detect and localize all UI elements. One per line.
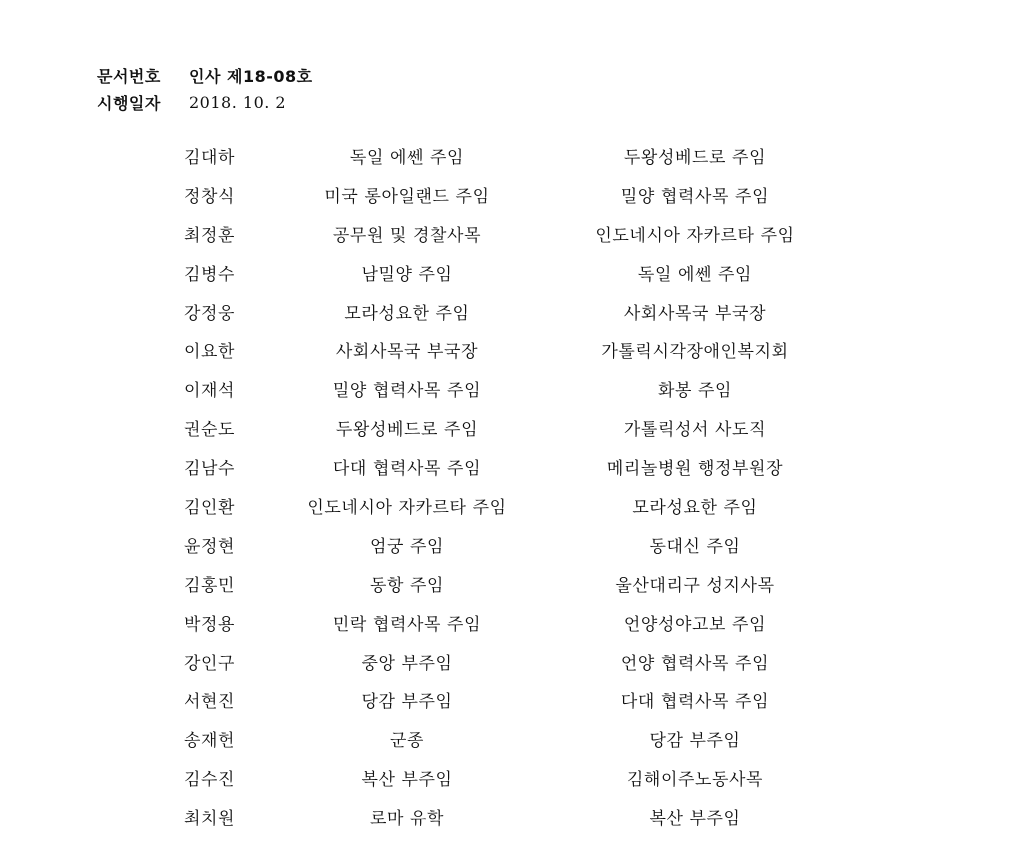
- new-post: 가톨릭성서 사도직: [623, 420, 767, 441]
- assignment-row: [0, 334, 1019, 373]
- priest-name: 김인환: [184, 498, 236, 519]
- priest-name: 김남수: [184, 459, 236, 480]
- assignment-row: [0, 140, 1019, 179]
- priest-name: 강정웅: [184, 303, 236, 324]
- priest-name: 김홍민: [184, 575, 236, 596]
- assignment-row: [0, 179, 1019, 218]
- previous-post: 독일 에쎈 주임: [349, 148, 465, 168]
- previous-post: 모라성요한 주임: [344, 303, 470, 324]
- previous-post: 동항 주임: [369, 575, 445, 596]
- priest-name: 김대하: [184, 148, 236, 168]
- new-post: 언양 협력사목 주임: [620, 653, 770, 674]
- previous-post: 군종: [389, 731, 425, 752]
- assignment-row: [0, 801, 1019, 840]
- previous-post: 남밀양 주임: [361, 264, 453, 285]
- assignment-row: [0, 529, 1019, 568]
- priest-name: 박정용: [184, 614, 236, 635]
- assignment-row: [0, 762, 1019, 801]
- assignment-row: [0, 257, 1019, 296]
- doc-number-value: 인사 제18-08호: [189, 67, 313, 86]
- priest-name: 강인구: [184, 653, 236, 674]
- new-post: 동대신 주임: [649, 536, 741, 557]
- new-post: 울산대리구 성지사목: [615, 575, 775, 596]
- new-post: 독일 에쎈 주임: [637, 264, 753, 285]
- assignment-row: [0, 490, 1019, 529]
- new-post: 메리놀병원 행정부원장: [606, 459, 784, 480]
- new-post: 가톨릭시각장애인복지회: [601, 342, 789, 363]
- previous-post: 미국 롱아일랜드 주임: [324, 186, 490, 207]
- date-label: 시행일자: [97, 94, 161, 113]
- new-post: 김해이주노동사목: [626, 770, 764, 791]
- new-post: 화봉 주임: [657, 381, 733, 402]
- new-post: 언양성야고보 주임: [623, 614, 767, 635]
- doc-number-row: [97, 62, 697, 89]
- previous-post: 다대 협력사목 주임: [332, 459, 482, 480]
- new-post: 밀양 협력사목 주임: [620, 186, 770, 207]
- assignment-row: [0, 412, 1019, 451]
- assignment-row: [0, 568, 1019, 607]
- priest-name: 정창식: [184, 186, 236, 207]
- priest-name: 김병수: [184, 264, 236, 285]
- previous-post: 두왕성베드로 주임: [335, 420, 479, 441]
- document-header: [97, 62, 697, 116]
- priest-name: 이재석: [184, 381, 236, 402]
- priest-name: 서현진: [184, 692, 236, 713]
- assignment-list: [0, 140, 1019, 840]
- priest-name: 최정훈: [184, 225, 236, 246]
- assignment-row: [0, 607, 1019, 646]
- previous-post: 로마 유학: [369, 809, 445, 830]
- date-value: 2018. 10. 2: [189, 93, 287, 112]
- previous-post: 중앙 부주임: [361, 653, 453, 674]
- priest-name: 김수진: [184, 770, 236, 791]
- priest-name: 권순도: [184, 420, 236, 441]
- new-post: 모라성요한 주임: [632, 498, 758, 519]
- new-post: 사회사목국 부국장: [623, 303, 767, 324]
- previous-post: 복산 부주임: [361, 770, 453, 791]
- assignment-row: [0, 723, 1019, 762]
- doc-number-label: 문서번호: [97, 67, 161, 86]
- priest-name: 이요한: [184, 342, 236, 363]
- assignment-row: [0, 684, 1019, 723]
- previous-post: 인도네시아 자카르타 주임: [307, 498, 507, 519]
- new-post: 복산 부주임: [649, 809, 741, 830]
- previous-post: 민락 협력사목 주임: [332, 614, 482, 635]
- priest-name: 송재헌: [184, 731, 236, 752]
- new-post: 두왕성베드로 주임: [623, 148, 767, 168]
- previous-post: 당감 부주임: [361, 692, 453, 713]
- previous-post: 사회사목국 부국장: [335, 342, 479, 363]
- date-row: [97, 89, 697, 116]
- new-post: 인도네시아 자카르타 주임: [595, 225, 795, 246]
- priest-name: 최치원: [184, 809, 236, 830]
- previous-post: 엄궁 주임: [369, 536, 445, 557]
- previous-post: 밀양 협력사목 주임: [332, 381, 482, 402]
- assignment-row: [0, 218, 1019, 257]
- new-post: 다대 협력사목 주임: [620, 692, 770, 713]
- assignment-row: [0, 646, 1019, 685]
- new-post: 당감 부주임: [649, 731, 741, 752]
- assignment-row: [0, 373, 1019, 412]
- assignment-row: [0, 296, 1019, 335]
- previous-post: 공무원 및 경찰사목: [332, 225, 482, 246]
- priest-name: 윤정현: [184, 536, 236, 557]
- assignment-row: [0, 451, 1019, 490]
